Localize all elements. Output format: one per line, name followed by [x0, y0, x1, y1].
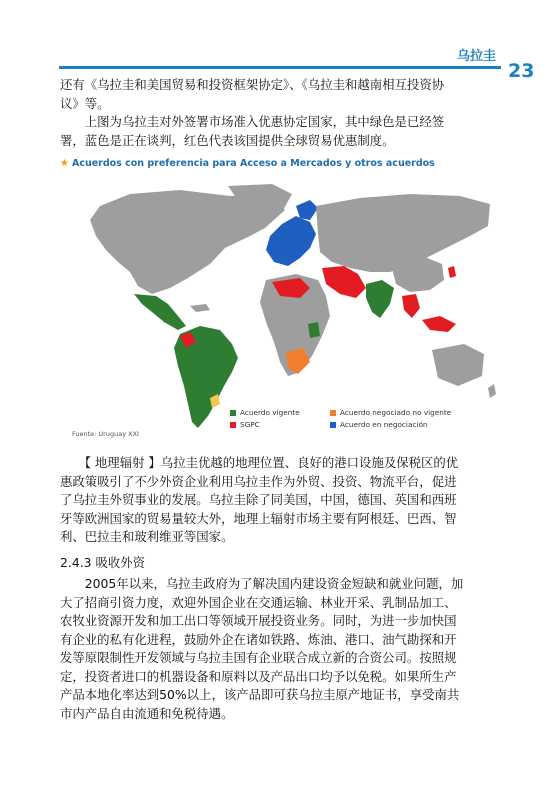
text-line: 利、巴拉圭和玻利维亚等国家。	[60, 529, 234, 544]
text-line: 产品本地化率达到50%以上，该产品即可获乌拉圭原产地证书，享受南共	[60, 687, 460, 702]
text-line: 发等原限制性开发领域与乌拉圭国有企业联合成立新的合资公司。按照规	[60, 650, 457, 665]
text-line: 定，投资者进口的机器设备和原料以及产品出口均予以免税。如果所生产	[60, 668, 457, 684]
page-number: 23	[508, 60, 535, 82]
legend-swatch	[330, 410, 336, 416]
legend-item	[330, 408, 451, 417]
figure-source: Fuente: Uruguay XXI	[72, 430, 139, 438]
text-line: 牙等欧洲国家的贸易量较大外，地理上辐射市场主要有阿根廷、巴西、智	[60, 510, 457, 526]
legend-label: Acuerdo vigente	[240, 408, 300, 417]
text-line: 大了招商引资力度，欢迎外国企业在交通运输、林业开采、乳制品加工、	[60, 594, 457, 610]
legend-label: Acuerdo negociado no vigente	[340, 408, 452, 417]
text-line: 还有《乌拉圭和美国贸易和投资框架协定》、《乌拉圭和越南相互投资协	[60, 77, 445, 92]
running-header-title: 乌拉圭	[457, 49, 497, 64]
legend-item	[230, 408, 300, 417]
text-line: 署，蓝色是正在谈判，红色代表该国提供全球贸易优惠制度。	[60, 132, 395, 148]
legend-item	[230, 420, 260, 429]
text-line: 【 地理辐射 】乌拉圭优越的地理位置、良好的港口设施及保税区的优	[60, 455, 459, 470]
text-line: 上图为乌拉圭对外签署市场准入优惠协定国家，其中绿色是已经签	[60, 114, 445, 129]
header-rule	[59, 66, 501, 69]
legend-swatch	[230, 410, 236, 416]
figure-title	[60, 158, 435, 169]
legend-label: Acuerdo en negociación	[340, 420, 428, 429]
paragraph-1	[60, 76, 500, 150]
star-icon: ★	[60, 158, 69, 169]
legend-swatch	[230, 422, 236, 428]
text-line: 市内产品自由流通和免税待遇。	[60, 705, 234, 721]
text-line: 议》等。	[60, 95, 110, 111]
text-line: 2005年以来，乌拉圭政府为了解决国内建设资金短缺和就业问题，加	[60, 576, 464, 591]
figure-title-text: Acuerdos con preferencia para Acceso a Mercados y otros acuerdos	[71, 158, 435, 169]
text-line: 惠政策吸引了不少外资企业利用乌拉圭作为外贸、投资、物流平台，促进	[60, 473, 457, 489]
legend-label: SGPC	[240, 420, 260, 429]
east-africa	[308, 322, 320, 338]
section-heading: 2.4.3 吸收外资	[60, 555, 146, 570]
text-line: 了乌拉圭外贸事业的发展。乌拉圭除了同美国，中国，德国、英国和西班	[60, 492, 457, 507]
world-map-svg	[60, 176, 500, 446]
legend-swatch	[330, 422, 336, 428]
legend-item	[330, 420, 428, 429]
paragraph-2	[60, 454, 500, 547]
world-map	[60, 176, 500, 446]
text-line: 有企业的私有化进程，鼓励外企在诸如铁路、炼油、港口、油气勘探和开	[60, 631, 457, 647]
paragraph-3	[60, 575, 500, 723]
text-line: 农牧业资源开发和加工出口等领域开展投资业务。同时，为进一步加快国	[60, 613, 457, 628]
trade-agreements-figure	[60, 158, 500, 448]
